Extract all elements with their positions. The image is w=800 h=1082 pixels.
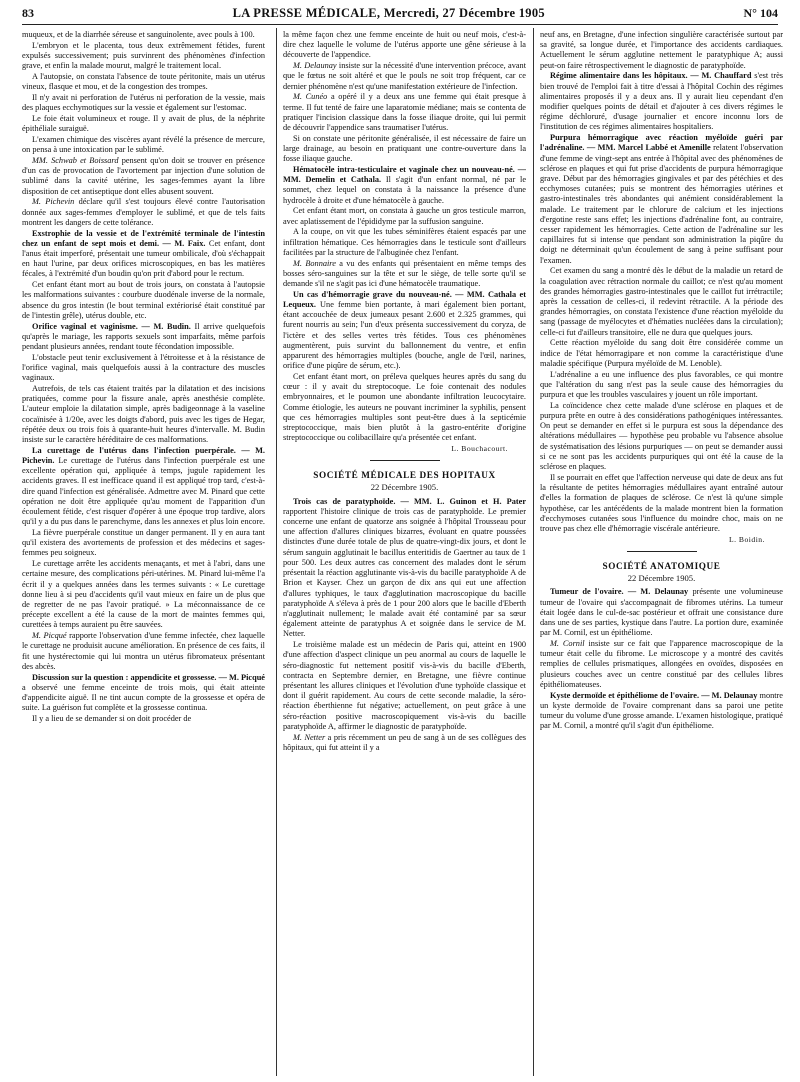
paragraph: Le foie était volumineux et rouge. Il y avait de plus, de la néphrite épithéliale suraiguë. — [22, 114, 265, 134]
paragraph — [22, 322, 265, 353]
paragraph — [540, 71, 783, 132]
section-title: SOCIÉTÉ ANATOMIQUE — [602, 560, 721, 571]
speaker-name: M. Cornil — [550, 638, 585, 648]
paragraph — [283, 61, 526, 92]
paragraph — [22, 631, 265, 672]
section-date: 22 Décembre 1905. — [370, 482, 439, 493]
paragraph-text: a pris récemment un peu de sang à un de ses collègues des hôpitaux, qui fut atteint il y a — [283, 732, 526, 752]
paragraph: Cet enfant étant mort au bout de trois jours, on constata à l'autopsie les malformations suivantes : courbure duodénale inverse de la normale, absence du gros intestin (le bout terminal extériorisé était constitué par de l'intestin grêle), utérus double, etc. — [22, 280, 265, 320]
article-heading: Trois cas de paratyphoïde. — MM. L. Guinon et H. Pater — [293, 496, 526, 506]
paragraph — [283, 259, 526, 290]
article-heading: Régime alimentaire dans les hôpitaux. — M. Chauffard — [550, 71, 752, 81]
issue-date: Mercredi, 27 Décembre 1905 — [383, 6, 545, 20]
paragraph: L'obstacle peut tenir exclusivement à l'étroitesse et à la résistance de l'orifice vaginal, mais quelquefois aussi à la contracture des muscles vaginaux. — [22, 352, 265, 383]
paragraph: Autrefois, de tels cas étaient traités par la dilatation et des incisions pratiquées, comme pour la fissure anale, après anesthésie complète. L'auteur emploie la dilatation simple, après badigeonnage à la vaseline cocaïnisée à 1/20e, avec les doigts d'abord, puis avec les tiges de Hegar, répétée deux ou trois fois à quarante-huit heures d'intervalle. M. Budin insiste sur le caractère héréditaire de ces malformations. — [22, 384, 265, 445]
journal-title — [233, 6, 545, 21]
paragraph — [283, 497, 526, 640]
paragraph-text: présente une volumineuse tumeur de l'ovaire qui s'accompagnait de fibromes utérins. La tumeur était logée dans le cul-de-sac postérieur et offrait une consistance dure dans une de ses parties, kystique dans l'autre. La portion dure, examinée par M. Cornil, est un épithéliome. — [540, 587, 783, 638]
page-header — [22, 6, 778, 26]
article-heading: Purpura hémorragique avec réaction myéloïde guéri par l'adrénaline. — MM. Marcel Labbé et Amenille — [540, 133, 783, 153]
paragraph — [22, 156, 265, 197]
section-date: 22 Décembre 1905. — [627, 573, 696, 584]
column-divider — [276, 28, 277, 1076]
column-3 — [540, 30, 783, 1076]
paragraph — [283, 733, 526, 753]
paragraph: Cet enfant étant mort, on constata à gauche un gros testicule marron, avec aplatissement de l'épididyme par la suffusion sanguine. — [283, 206, 526, 226]
paragraph-text: a observé une femme enceinte de trois mois, qui était atteinte d'appendicite aiguë. Il ne tint aucun compte de la grossesse et opéra de suite. La guérison fut complète et la grossesse continua. — [22, 682, 265, 713]
column-2 — [283, 30, 526, 1076]
article-heading: Orifice vaginal et vaginisme. — M. Budin. — [32, 321, 191, 331]
journal-name: LA PRESSE MÉDICALE, — [232, 6, 384, 20]
paragraph-text: déclare qu'il s'est toujours élevé contre l'autorisation donnée aux sages-femmes d'employer le sublimé, et que de tels faits montrent les dangers de cette tolérance. — [22, 197, 265, 227]
section-rule — [627, 551, 697, 552]
paragraph: L'embryon et le placenta, tous deux extrêmement fétides, furent expulsés successivement; puis survinrent des phénomènes d'infection grave, et enfin la malade mourut, malgré le traitement local. — [22, 40, 265, 71]
paragraph-text: insiste sur la nécessité d'une intervention précoce, avant que le fœtus ne soit altéré et que le pouls ne soit trop fréquent, car ce dernier phénomène n'est qu'une manifestation extérieure de l'infection. — [283, 61, 526, 91]
paragraph-text: insiste sur ce fait que l'apparence macroscopique de la tumeur était celle du fibrome. Le microscope y a montré des cavités remplies de cellules prismatiques, allongées en ovoïdes, disposées en plusieurs couches avec un centre constitué par des cellules libres épithéliomateuses. — [540, 638, 783, 689]
article-heading: Exstrophie de la vessie et de l'extrémité terminale de l'intestin chez un enfant de sept mois et demi. — M. Faix. — [22, 228, 265, 248]
paragraph — [22, 446, 265, 528]
paragraph-text: Il s'agit d'un enfant normal, né par le sommet, chez lequel on constata à la naissance la présence d'une hydrocèle à droite et d'une hématocèle à gauche. — [283, 175, 526, 205]
article-heading: Tumeur de l'ovaire. — M. Delaunay — [550, 587, 689, 597]
paragraph-text: Il arrive quelquefois qu'après le mariage, les rapports sexuels sont imparfaits, même parfois pendant plusieurs années, rendant toute fécondation impossible. — [22, 321, 265, 352]
paragraph: A l'autopsie, on constata l'absence de toute péritonite, mais un utérus vineux, flasque et mou, et de la congestion des trompes. — [22, 72, 265, 92]
paragraph-text: rapportent l'histoire clinique de trois cas de paratyphoïde. Le premier concerne une enfant de quatorze ans soignée à l'hôpital Trousseau pour une affection d'allures cliniques bizarres, évoluant en quatre poussées distinctes d'une durée totale de plus de quatre-vingt-dix jours, et dont le sérum sanguin agglutinait le bacillus enteritidis de Gaertner au taux de 1 pour 500. Les deux autres cas concernent des malades dont le sérum présentait la réaction agglutinante vis-à-vis du bacille paratyphoïde A de Brion et Kayser. Chez un garçon de dix ans qui eut une affection d'allures typhiques, le taux d'agglutination macroscopique du bacille paratyphoïde A s'éleva à près de 1 pour 200 alors que le bacille d'Eberth n'agglutinait nullement; le malade avait été contaminé par sa sœur également atteinte de paratyphus A et soignée dans le service de M. Netter. — [283, 506, 526, 639]
column-1 — [22, 30, 265, 1076]
issue-number: N° 104 — [743, 6, 778, 20]
paragraph-text: a opéré il y a deux ans une femme qui était presque à terme. Il fut tenté de faire une laparatomie médiane; mais se contenta de pratiquer l'incision classique dans la fosse iliaque droite, qui lui permit de découvrir l'appendice sans traumatiser l'utérus. — [283, 92, 526, 133]
paragraph — [540, 133, 783, 266]
paragraph — [283, 290, 526, 372]
section-title: SOCIÉTÉ MÉDICALE DES HOPITAUX — [313, 470, 496, 481]
paragraph — [22, 229, 265, 280]
paragraph-text: s'est très bien trouvé de l'emploi fait à titre d'essai à l'hôpital Cochin des régimes alimentaires proposés il y a deux ans. Il y aurait lieu cependant d'en modifier quelques points de détail et d'ajouter à ces divers régimes le régime déchloruré, d'usage journalier et encore inconnu lors de l'institution de ces régimes alimentaires hospitaliers. — [540, 71, 783, 132]
paragraph: La fièvre puerpérale constitue un danger permanent. Il y en aura tant qu'il existera des avortements de profession et des médecins et sages-femmes peu soigneux. — [22, 528, 265, 558]
header-rule — [22, 24, 778, 25]
paragraph-text: Cet enfant, dont l'anus était imperforé, présentait une tumeur ombilicale, d'où s'échappait en haut l'urine, par deux orifices microscopiques, en bas les matières fécales, à l'extrémité d'un boudin qu'on prit d'abord pour le rectum. — [22, 238, 265, 279]
paragraph: A la coupe, on vit que les tubes séminifères étaient espacés par une infiltration hématique. Ces hémorragies dans le testicule sont d'ailleurs facilitées par la structure de l'albuginée chez l'enfant. — [283, 227, 526, 257]
article-heading: Discussion sur la question : appendicite et grossesse. — M. Picqué — [32, 672, 265, 682]
speaker-name: M. Picqué — [32, 631, 67, 641]
paragraph: muqueux, et de la diarrhée séreuse et sanguinolente, avec pouls à 100. — [22, 30, 255, 39]
paragraph — [283, 92, 526, 133]
speaker-name: M. Cunéo — [293, 92, 328, 102]
paragraph: L'adrénaline a eu une influence des plus favorables, ce qui montre que l'altération du sang n'est pas la seule cause des hémorragies du purpura et que les troubles vasculaires y jouent un rôle important. — [540, 369, 783, 400]
paragraph: Le curettage arrête les accidents menaçants, et met à l'abri, dans une certaine mesure, des complications péri-utérines. M. Pinard lui-même l'a écrit il y a quelques années dans les termes suivants : « Le curettage donne lieu à si peu d'accidents qu'il vaut mieux en faire un de plus que de regretter de ne pas l'avoir pratiqué. » La méconnaissance de ce précepte excellent a été la cause de la mort de maintes femmes qui, curettées à temps auraient pu être sauvées. — [22, 559, 265, 630]
column-divider — [533, 28, 534, 1076]
paragraph — [22, 197, 265, 228]
paragraph: Le troisième malade est un médecin de Paris qui, atteint en 1900 d'une affection d'aspect clinique un peu anormal au cours de laquelle le séro-diagnostic fut nettement positif vis-à-vis du bacille d'Eberth, contracta en Septembre dernier, en Bretagne, une fièvre continue présentant les allures cliniques et l'évolution d'une typhoïde classique et dont il guérit rapidement. Au cours de cette seconde maladie, la séro-réaction éberthienne fut négative; actuellement, on peut grâce à une séro-réaction positive macroscopiquement vis-à-vis du bacille paratyphoïde A, affirmer le diagnostic de paratyphoïde. — [283, 640, 526, 731]
paragraph: Il y a lieu de se demander si on doit procéder de — [32, 714, 192, 724]
author-signature: L. Bouchacourt. — [451, 444, 508, 454]
section-rule — [370, 460, 440, 461]
paragraph: Si on constate une péritonite généralisée, il est nécessaire de faire un large drainage, au besoin en pratiquant une contre-ouverture dans la fosse iliaque gauche. — [283, 133, 526, 164]
speaker-name: M. Netter — [293, 732, 326, 742]
paragraph — [540, 639, 783, 690]
paragraph: Cet enfant étant mort, on préleva quelques heures après du sang du cœur : il y avait du streptocoque. Le foie contenait des nodules embryonnaires, et le poumon une abondante infiltration leucocytaire. Comme étiologie, les auteurs ne pouvant incriminer la syphilis, pensent que ces hémorragies multiples sont peut-être dues à la septicémie streptococcique, mais bien plutôt à la gastro-entérite d'origine streptococcique ou colibacillaire qu'a présentée cet enfant. — [283, 372, 526, 443]
paragraph-text: Le curettage de l'utérus dans l'infection puerpérale est une excellente opération qui, appliquée à temps, jugule rapidement les accidents graves. Il est inefficace quand il est appliqué trop tard, c'est-à-dire quand l'infection est généralisée. Admettre avec M. Pinard que cette opération ne doit être appliquée qu'au moment de l'apparition d'un écoulement fétide, c'est risquer d'opérer à une époque trop tardive, alors qu'il y a du pus dans le parenchyme, dans les annexes et plus loin encore. — [22, 456, 265, 527]
article-heading: Hématocèle intra-testiculaire et vaginale chez un nouveau-né. — MM. Demelin et Cathala. — [283, 165, 526, 185]
speaker-name: MM. Schwab et Boissard — [32, 156, 119, 165]
paragraph — [283, 165, 526, 206]
paragraph-text: relatent l'observation d'une femme de vingt-sept ans entrée à l'hôpital avec des phénomènes de sclérose en plaques et qui fut prise d'accidents de purpura hémorragique grave. Début par des hémorragies gingivales et par des pétéchies et des ecchymoses cutanées; puis se montrent des hémorragies utérines et gastro-intestinales très abondantes qui anémient considérablement la malade. Le traitement par le chlorure de calcium et les injections d'ergotine reste sans effet; les injections d'adrénaline font, au contraire, cesser rapidement les hémorragies. Cette action de l'adrénaline sur les capillaires fut si intense que pendant son administration la piqûre du doigt ne déterminait qu'un écoulement de sang à peine suffisant pour l'examen. — [540, 143, 783, 265]
article-heading: La curettage de l'utérus dans l'infection puerpérale. — M. Pichevin. — [22, 445, 265, 466]
paragraph: Cette réaction myéloïde du sang doit être considérée comme un indice de l'état hémorragipare et non comme la caractéristique d'une maladie spécifique (Purpura myéloïde de M. Lenoble). — [540, 338, 783, 368]
paragraph: La coïncidence chez cette malade d'une sclérose en plaques et de purpura prête en outre à des considérations pathogéniques intéressantes. On peut se demander en effet si le purpura est sous la dépendance des altérations médullaires — hypothèse peu probable vu l'absence absolue de systématisation des lésions purpuriques — on peut se demander aussi si ce ne sont pas les accidents purpuriques qui ont été la cause de la sclérose en plaques. — [540, 400, 783, 472]
paragraph — [22, 673, 265, 714]
speaker-name: M. Bonnaire — [293, 258, 336, 268]
paragraph — [540, 587, 783, 638]
paragraph-text: a vu des enfants qui présentaient en même temps des bosses séro-sanguines sur la tête et sur le siège, de telle sorte qu'il se demande s'il ne s'agit pas ici d'une hématocèle traumatique. — [283, 258, 526, 289]
page-number: 83 — [22, 6, 34, 20]
paragraph: Il n'y avait ni perforation de l'utérus ni perforation de la vessie, mais des plaques ecchymotiques sur la vessie et également sur l'estomac. — [22, 93, 265, 113]
article-heading: Un cas d'hémorragie grave du nouveau-né. — MM. Cathala et Lequeux. — [283, 289, 526, 310]
paragraph: neuf ans, en Bretagne, d'une infection singulière caractérisée surtout par sa gravité, sa longue durée, et l'importance des accidents cardiaques. Actuellement le sérum agglutine nettement le paratyphique A; aussi peut-on faire rétrospectivement le diagnostic de paratyphoïde. — [540, 30, 783, 70]
paragraph-text: Une femme bien portante, à mari également bien portant, étant accouchée de deux jumeaux pesant 2.600 et 2.325 grammes, qui furent nourris au sein; l'un d'eux présenta successivement du coryza, de l'ictère et des selles vertes très fétides. Tous ces phénomènes augmentèrent, puis survint du ballonnement du ventre, et enfin apparurent des hémorragies multiples (bouche, angle de l'œil, narines, orifice d'une piqûre de sérum, etc.). — [283, 300, 526, 371]
paragraph-text: montre un kyste dermoïde de l'ovaire comprenant dans sa paroi une petite tumeur du volume d'une grosse amande. L'examen histologique, pratiqué par M. Cornil, a montré qu'il s'agit d'un épithéliome. — [540, 690, 783, 731]
paragraph-text: rapporte l'observation d'une femme infectée, chez laquelle le curettage ne produisit aucune amélioration. En présence de ces faits, il fit une hystérectomie qui lui montra un utérus fibromateux présentant des abcès. — [22, 631, 265, 671]
paragraph: Il se pourrait en effet que l'affection nerveuse qui date de deux ans fut la résultante de petites hémorragies médullaires ayant entraîné autour d'elles la formation de plaques de sclérose. Ce n'est là qu'une simple hypothèse, car les antécédents de la malade montrent bien la formation d'ecchymoses cutanées sous l'influence du moindre choc, mais on ne trouve pas chez elle d'hémorragie viscérale antérieure. — [540, 472, 783, 533]
speaker-name: M. Delaunay — [293, 61, 337, 71]
paragraph: la même façon chez une femme enceinte de huit ou neuf mois, c'est-à-dire chez laquelle le volume de l'utérus apporte une gêne sérieuse à la découverte de l'appendice. — [283, 30, 526, 60]
paragraph: Cet examen du sang a montré dès le début de la maladie un retard de la coagulation avec rétraction normale du caillot; ce n'est qu'au moment des grandes hémorragies gastro-intestinales que le caillot fut irrétractile; après la cessation de celles-ci, il redevint rétractile. A la période des grandes hémorragies, on constata l'existence d'une réaction myéloïde du sang (passage de myélocytes et d'hématies nucléées dans la circulation); celle-ci fut d'ailleurs transitoire, elle ne dura que quelques jours. — [540, 266, 783, 337]
speaker-name: M. Pichevin — [32, 197, 75, 207]
paragraph — [540, 691, 783, 732]
article-heading: Kyste dermoïde et épithéliome de l'ovaire. — M. Delaunay — [550, 690, 758, 700]
paragraph-text: pensent qu'on doit se trouver en présence d'un cas de provocation de l'avortement par injection d'une solution de sublimé dans la cavité utérine, les sages-femmes ayant la libre disposition de cet antiseptique dont elles abusent souvent. — [22, 156, 265, 196]
paragraph: L'examen chimique des viscères ayant révélé la présence de mercure, on pensa à une intoxication par le sublimé. — [22, 135, 265, 155]
author-signature: L. Boidin. — [728, 534, 765, 544]
